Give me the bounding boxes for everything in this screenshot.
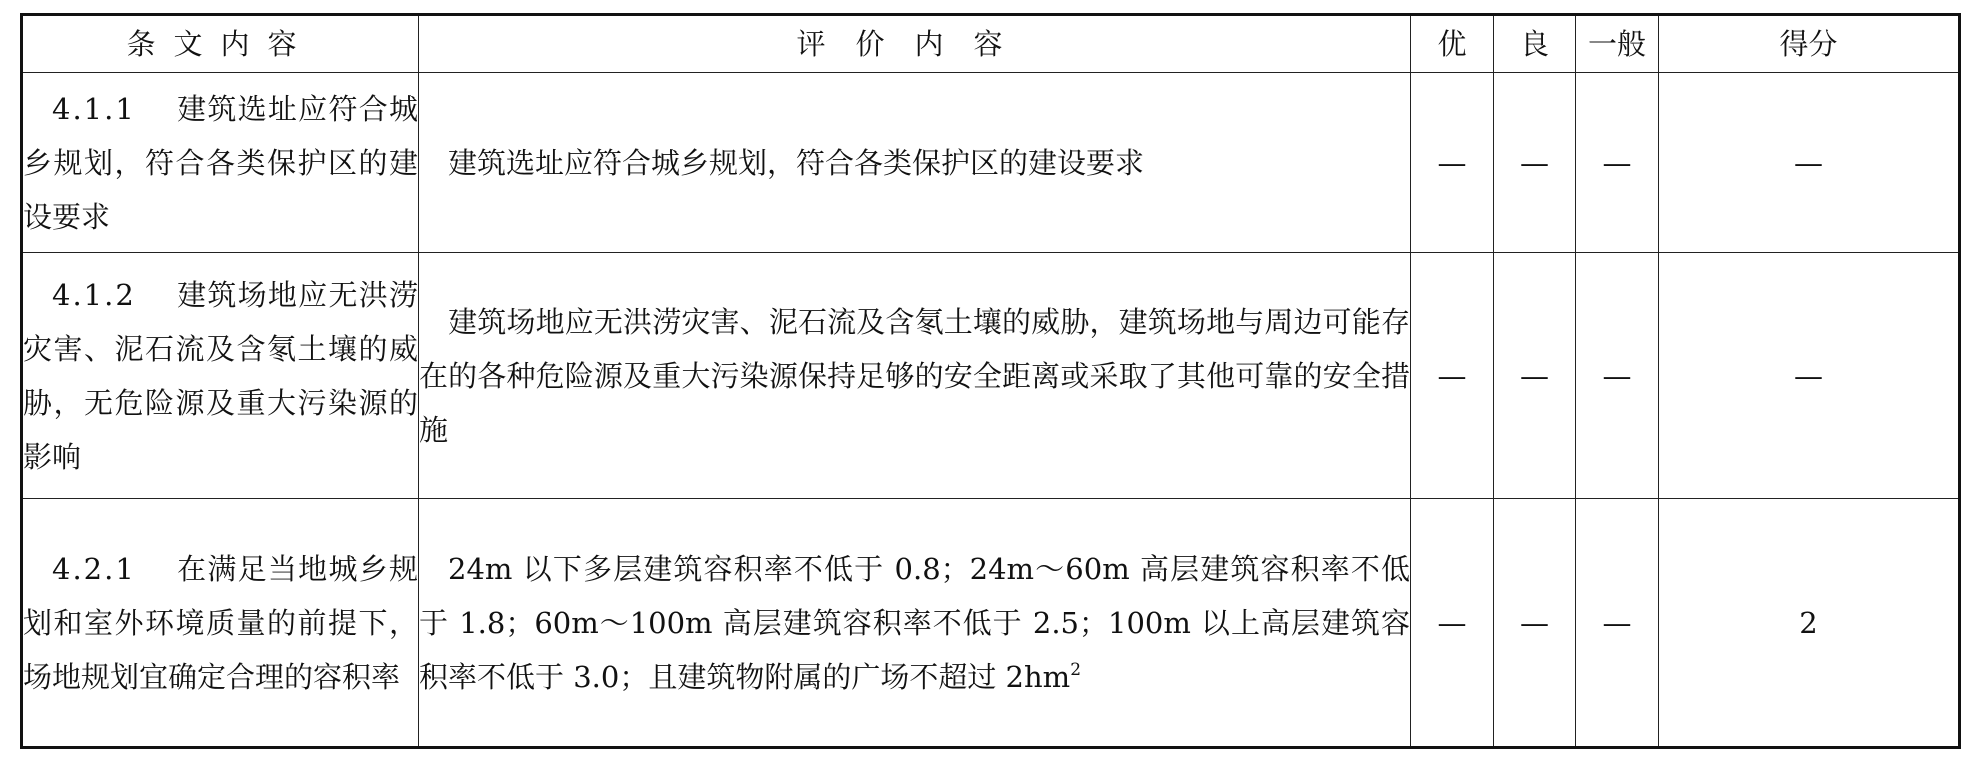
score-value: — xyxy=(1659,253,1960,499)
evaluation-content xyxy=(419,253,1411,499)
clause-number: 4.1.1 xyxy=(52,91,136,126)
good-mark: — xyxy=(1494,499,1576,748)
excellent-mark: — xyxy=(1411,499,1494,748)
table-row xyxy=(22,73,1960,253)
average-mark: — xyxy=(1576,499,1659,748)
average-mark: — xyxy=(1576,73,1659,253)
header-average: 一般 xyxy=(1576,15,1659,73)
header-clause: 条文内容 xyxy=(22,15,419,73)
average-mark: — xyxy=(1576,253,1659,499)
score-value: — xyxy=(1659,73,1960,253)
clause-cell xyxy=(22,73,419,253)
clause-cell xyxy=(22,499,419,748)
clause-number: 4.1.2 xyxy=(52,277,136,312)
header-evaluation: 评价内容 xyxy=(419,15,1411,73)
clause-number: 4.2.1 xyxy=(52,551,136,586)
superscript-two: 2 xyxy=(1070,659,1082,680)
header-excellent: 优 xyxy=(1411,15,1494,73)
good-mark: — xyxy=(1494,73,1576,253)
evaluation-table xyxy=(20,13,1961,749)
header-good: 良 xyxy=(1494,15,1576,73)
table-row xyxy=(22,499,1960,748)
evaluation-text: 24m 以下多层建筑容积率不低于 0.8；24m～60m 高层建筑容积率不低于 1.8；60m～100m 高层建筑容积率不低于 2.5；100m 以上高层建筑容积率不低于 3.0；且建筑物附属的广场不超过 2hm xyxy=(419,551,1410,694)
clause-cell xyxy=(22,253,419,499)
header-score: 得分 xyxy=(1659,15,1960,73)
clause-text: 在满足当地城乡规划和室外环境质量的前提下，场地规划宜确定合理的容积率 xyxy=(23,551,418,694)
score-value: 2 xyxy=(1659,499,1960,748)
clause-text: 建筑选址应符合城乡规划，符合各类保护区的建设要求 xyxy=(23,91,418,234)
evaluation-content xyxy=(419,73,1411,253)
excellent-mark: — xyxy=(1411,73,1494,253)
evaluation-text: 建筑场地应无洪涝灾害、泥石流及含氡土壤的威胁，建筑场地与周边可能存在的各种危险源及重大污染源保持足够的安全距离或采取了其他可靠的安全措施 xyxy=(419,304,1410,447)
table-row xyxy=(22,253,1960,499)
clause-text: 建筑场地应无洪涝灾害、泥石流及含氡土壤的威胁，无危险源及重大污染源的影响 xyxy=(23,277,418,474)
good-mark: — xyxy=(1494,253,1576,499)
evaluation-text: 建筑选址应符合城乡规划，符合各类保护区的建设要求 xyxy=(448,145,1145,180)
excellent-mark: — xyxy=(1411,253,1494,499)
evaluation-content xyxy=(419,499,1411,748)
header-row xyxy=(22,15,1960,73)
